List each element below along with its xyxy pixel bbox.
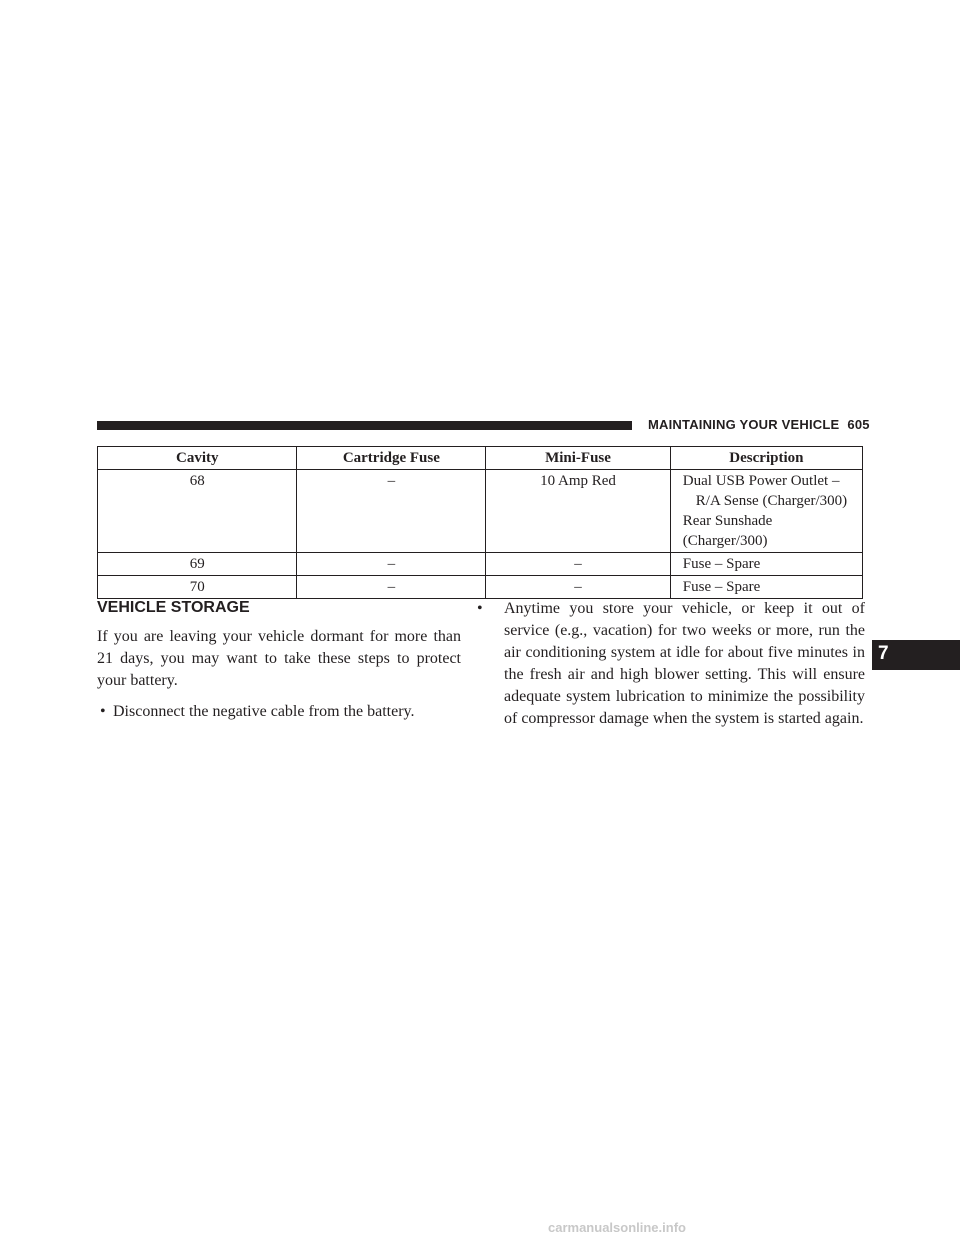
- bullet-icon: •: [100, 703, 106, 720]
- table-row: [98, 470, 863, 553]
- description-line: Fuse – Spare: [682, 556, 761, 572]
- list-item-text: Disconnect the negative cable from the battery.: [113, 703, 415, 720]
- list-item: [97, 701, 461, 723]
- running-header: [648, 417, 870, 432]
- cell-description: [670, 576, 862, 599]
- column-header-cavity: Cavity: [98, 447, 297, 470]
- description-line: Dual USB Power Outlet –: [682, 473, 840, 489]
- chapter-tab: [872, 640, 960, 670]
- table-row: [98, 576, 863, 599]
- cell-description: [670, 553, 862, 576]
- list-item: [477, 598, 865, 730]
- chapter-number: 7: [878, 643, 889, 664]
- cell-mini-fuse: –: [486, 553, 671, 576]
- description-line: R/A Sense (Charger/300): [695, 493, 848, 509]
- cell-description: [670, 470, 862, 553]
- table-header-row: [98, 447, 863, 470]
- description-line: (Charger/300): [682, 533, 768, 549]
- fuse-table: [97, 446, 863, 599]
- cell-cartridge-fuse: –: [297, 470, 486, 553]
- watermark-text: carmanualsonline.info: [548, 1220, 686, 1235]
- section-heading: VEHICLE STORAGE: [97, 599, 250, 616]
- cell-cartridge-fuse: –: [297, 576, 486, 599]
- column-header-cartridge-fuse: Cartridge Fuse: [297, 447, 486, 470]
- description-line: Rear Sunshade: [682, 513, 773, 529]
- description-line: Fuse – Spare: [682, 579, 761, 595]
- table-row: [98, 553, 863, 576]
- list-item-text: Anytime you store your vehicle, or keep it out of service (e.g., vacation) for two weeks or more, run the air conditioning system at idle for about five minutes in the fresh air and high blower setting. This will ensure adequate system lubrication to minimize the possibility of compressor damage when the system is started again.: [504, 600, 865, 727]
- column-header-description: Description: [670, 447, 862, 470]
- cell-cartridge-fuse: –: [297, 553, 486, 576]
- cell-mini-fuse: 10 Amp Red: [486, 470, 671, 553]
- intro-paragraph: If you are leaving your vehicle dormant for more than 21 days, you may want to take these steps to protect your battery.: [97, 628, 461, 689]
- page-number: 605: [847, 417, 870, 432]
- right-column: [477, 598, 865, 730]
- cell-cavity: 70: [98, 576, 297, 599]
- header-rule: [97, 421, 632, 430]
- cell-cavity: 69: [98, 553, 297, 576]
- cell-cavity: 68: [98, 470, 297, 553]
- cell-mini-fuse: –: [486, 576, 671, 599]
- header-section-title: MAINTAINING YOUR VEHICLE: [648, 417, 840, 432]
- bullet-icon: •: [477, 600, 483, 617]
- column-header-mini-fuse: Mini-Fuse: [486, 447, 671, 470]
- left-column: [97, 626, 461, 723]
